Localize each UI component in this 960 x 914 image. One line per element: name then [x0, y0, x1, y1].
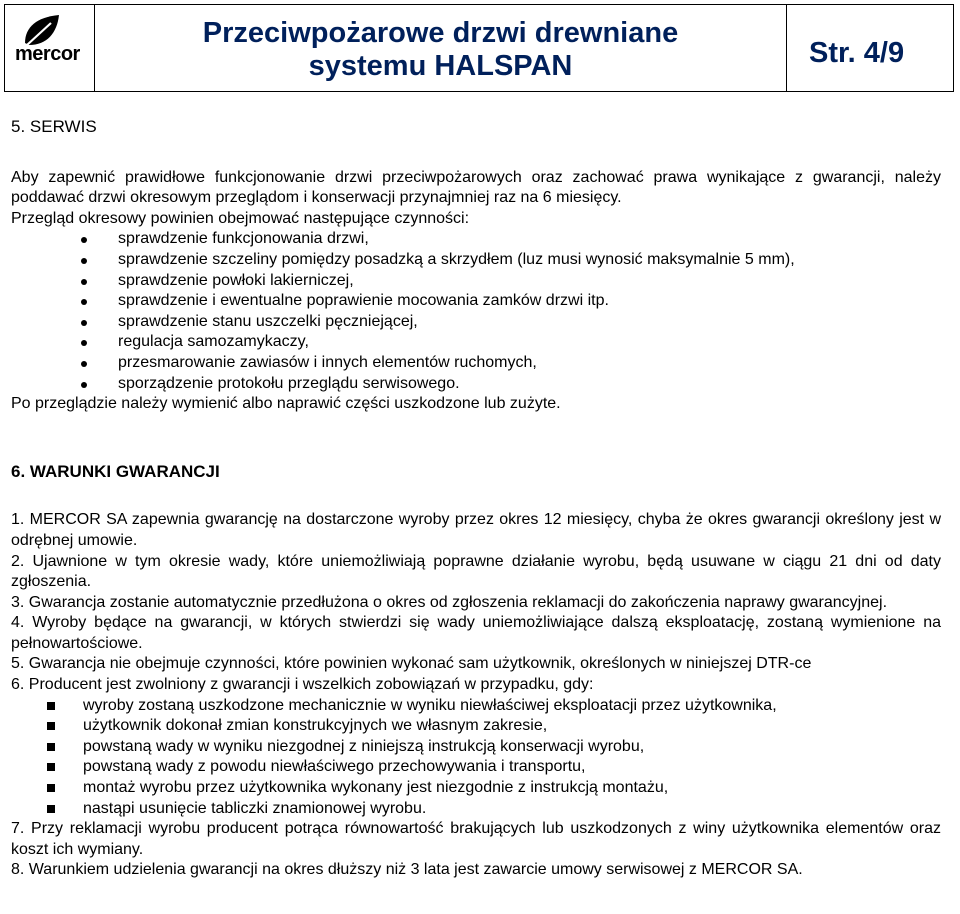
page-number: Str. 4/9 — [809, 36, 905, 69]
section-5-intro: Aby zapewnić prawidłowe funkcjonowanie drzwi przeciwpożarowych oraz zachować prawa wynikające z gwarancji, należy poddawać drzwi okresowym przeglądom i konserwacji przynajmniej raz na 6 miesięcy. — [11, 168, 941, 207]
list-item: przesmarowanie zawiasów i innych elementów ruchomych, — [11, 353, 941, 374]
list-item: użytkownik dokonał zmian konstrukcyjnych we własnym zakresie, — [11, 716, 941, 737]
list-item: sprawdzenie powłoki lakierniczej, — [11, 271, 941, 292]
review-list — [11, 229, 941, 394]
section-5-heading: 5. SERWIS — [11, 117, 97, 136]
document-header — [4, 4, 954, 92]
warranty-point-4: 4. Wyroby będące na gwarancji, w których stwierdzi się wady uniemożliwiające dalszą eksploatację, zostaną wymienione na pełnowartościowe. — [11, 614, 941, 652]
warranty-point-5: 5. Gwarancja nie obejmuje czynności, które powinien wykonać sam użytkownik, określonych w niniejszej DTR-ce — [11, 655, 812, 673]
list-item: wyroby zostaną uszkodzone mechanicznie w wyniku niewłaściwej eksploatacji przez użytkownika, — [11, 696, 941, 717]
section-5-closing: Po przeglądzie należy wymienić albo naprawić części uszkodzone lub zużyte. — [11, 395, 561, 413]
section-6-heading: 6. WARUNKI GWARANCJI — [11, 461, 220, 481]
warranty-point-1: 1. MERCOR SA zapewnia gwarancję na dostarczone wyroby przez okres 12 miesięcy, chyba że okres gwarancji określony jest w odrębnej umowie. — [11, 511, 941, 549]
list-item: nastąpi usunięcie tabliczki znamionowej wyrobu. — [11, 799, 941, 820]
list-item: powstaną wady z powodu niewłaściwego przechowywania i transportu, — [11, 757, 941, 778]
exclusion-list — [11, 696, 941, 820]
section-5-review-lead: Przegląd okresowy powinien obejmować następujące czynności: — [11, 209, 470, 227]
list-item: sporządzenie protokołu przeglądu serwisowego. — [11, 374, 941, 395]
document-title — [95, 5, 787, 91]
logo — [5, 5, 95, 91]
warranty-point-6: 6. Producent jest zwolniony z gwarancji i wszelkich zobowiązań w przypadku, gdy: — [11, 676, 594, 694]
document-body — [11, 117, 941, 881]
list-item: regulacja samozamykaczy, — [11, 332, 941, 353]
title-line-2: systemu HALSPAN — [308, 50, 573, 82]
warranty-point-7: 7. Przy reklamacji wyrobu producent potrąca równowartość brakujących lub uszkodzonych z winy użytkownika elementów oraz koszt ich wymiany. — [11, 820, 941, 858]
list-item: sprawdzenie funkcjonowania drzwi, — [11, 229, 941, 250]
list-item: sprawdzenie stanu uszczelki pęczniejącej, — [11, 312, 941, 333]
title-line-1: Przeciwpożarowe drzwi drewniane — [202, 17, 679, 49]
list-item: montaż wyrobu przez użytkownika wykonany jest niezgodnie z instrukcją montażu, — [11, 778, 941, 799]
warranty-point-3: 3. Gwarancja zostanie automatycznie przedłużona o okres od zgłoszenia reklamacji do zakończenia naprawy gwarancyjnej. — [11, 593, 888, 611]
logo-text: mercor — [15, 43, 80, 65]
list-item: sprawdzenie szczeliny pomiędzy posadzką a skrzydłem (luz musi wynosić maksymalnie 5 mm), — [11, 250, 941, 271]
list-item: sprawdzenie i ewentualne poprawienie mocowania zamków drzwi itp. — [11, 291, 941, 312]
warranty-point-2: 2. Ujawnione w tym okresie wady, które uniemożliwiają poprawne działanie wyrobu, będą usuwane w ciągu 21 dni od daty zgłoszenia. — [11, 552, 941, 591]
list-item: powstaną wady w wyniku niezgodnej z niniejszą instrukcją konserwacji wyrobu, — [11, 737, 941, 758]
warranty-point-8: 8. Warunkiem udzielenia gwarancji na okres dłuższy niż 3 lata jest zawarcie umowy serwisowej z MERCOR SA. — [11, 861, 803, 879]
